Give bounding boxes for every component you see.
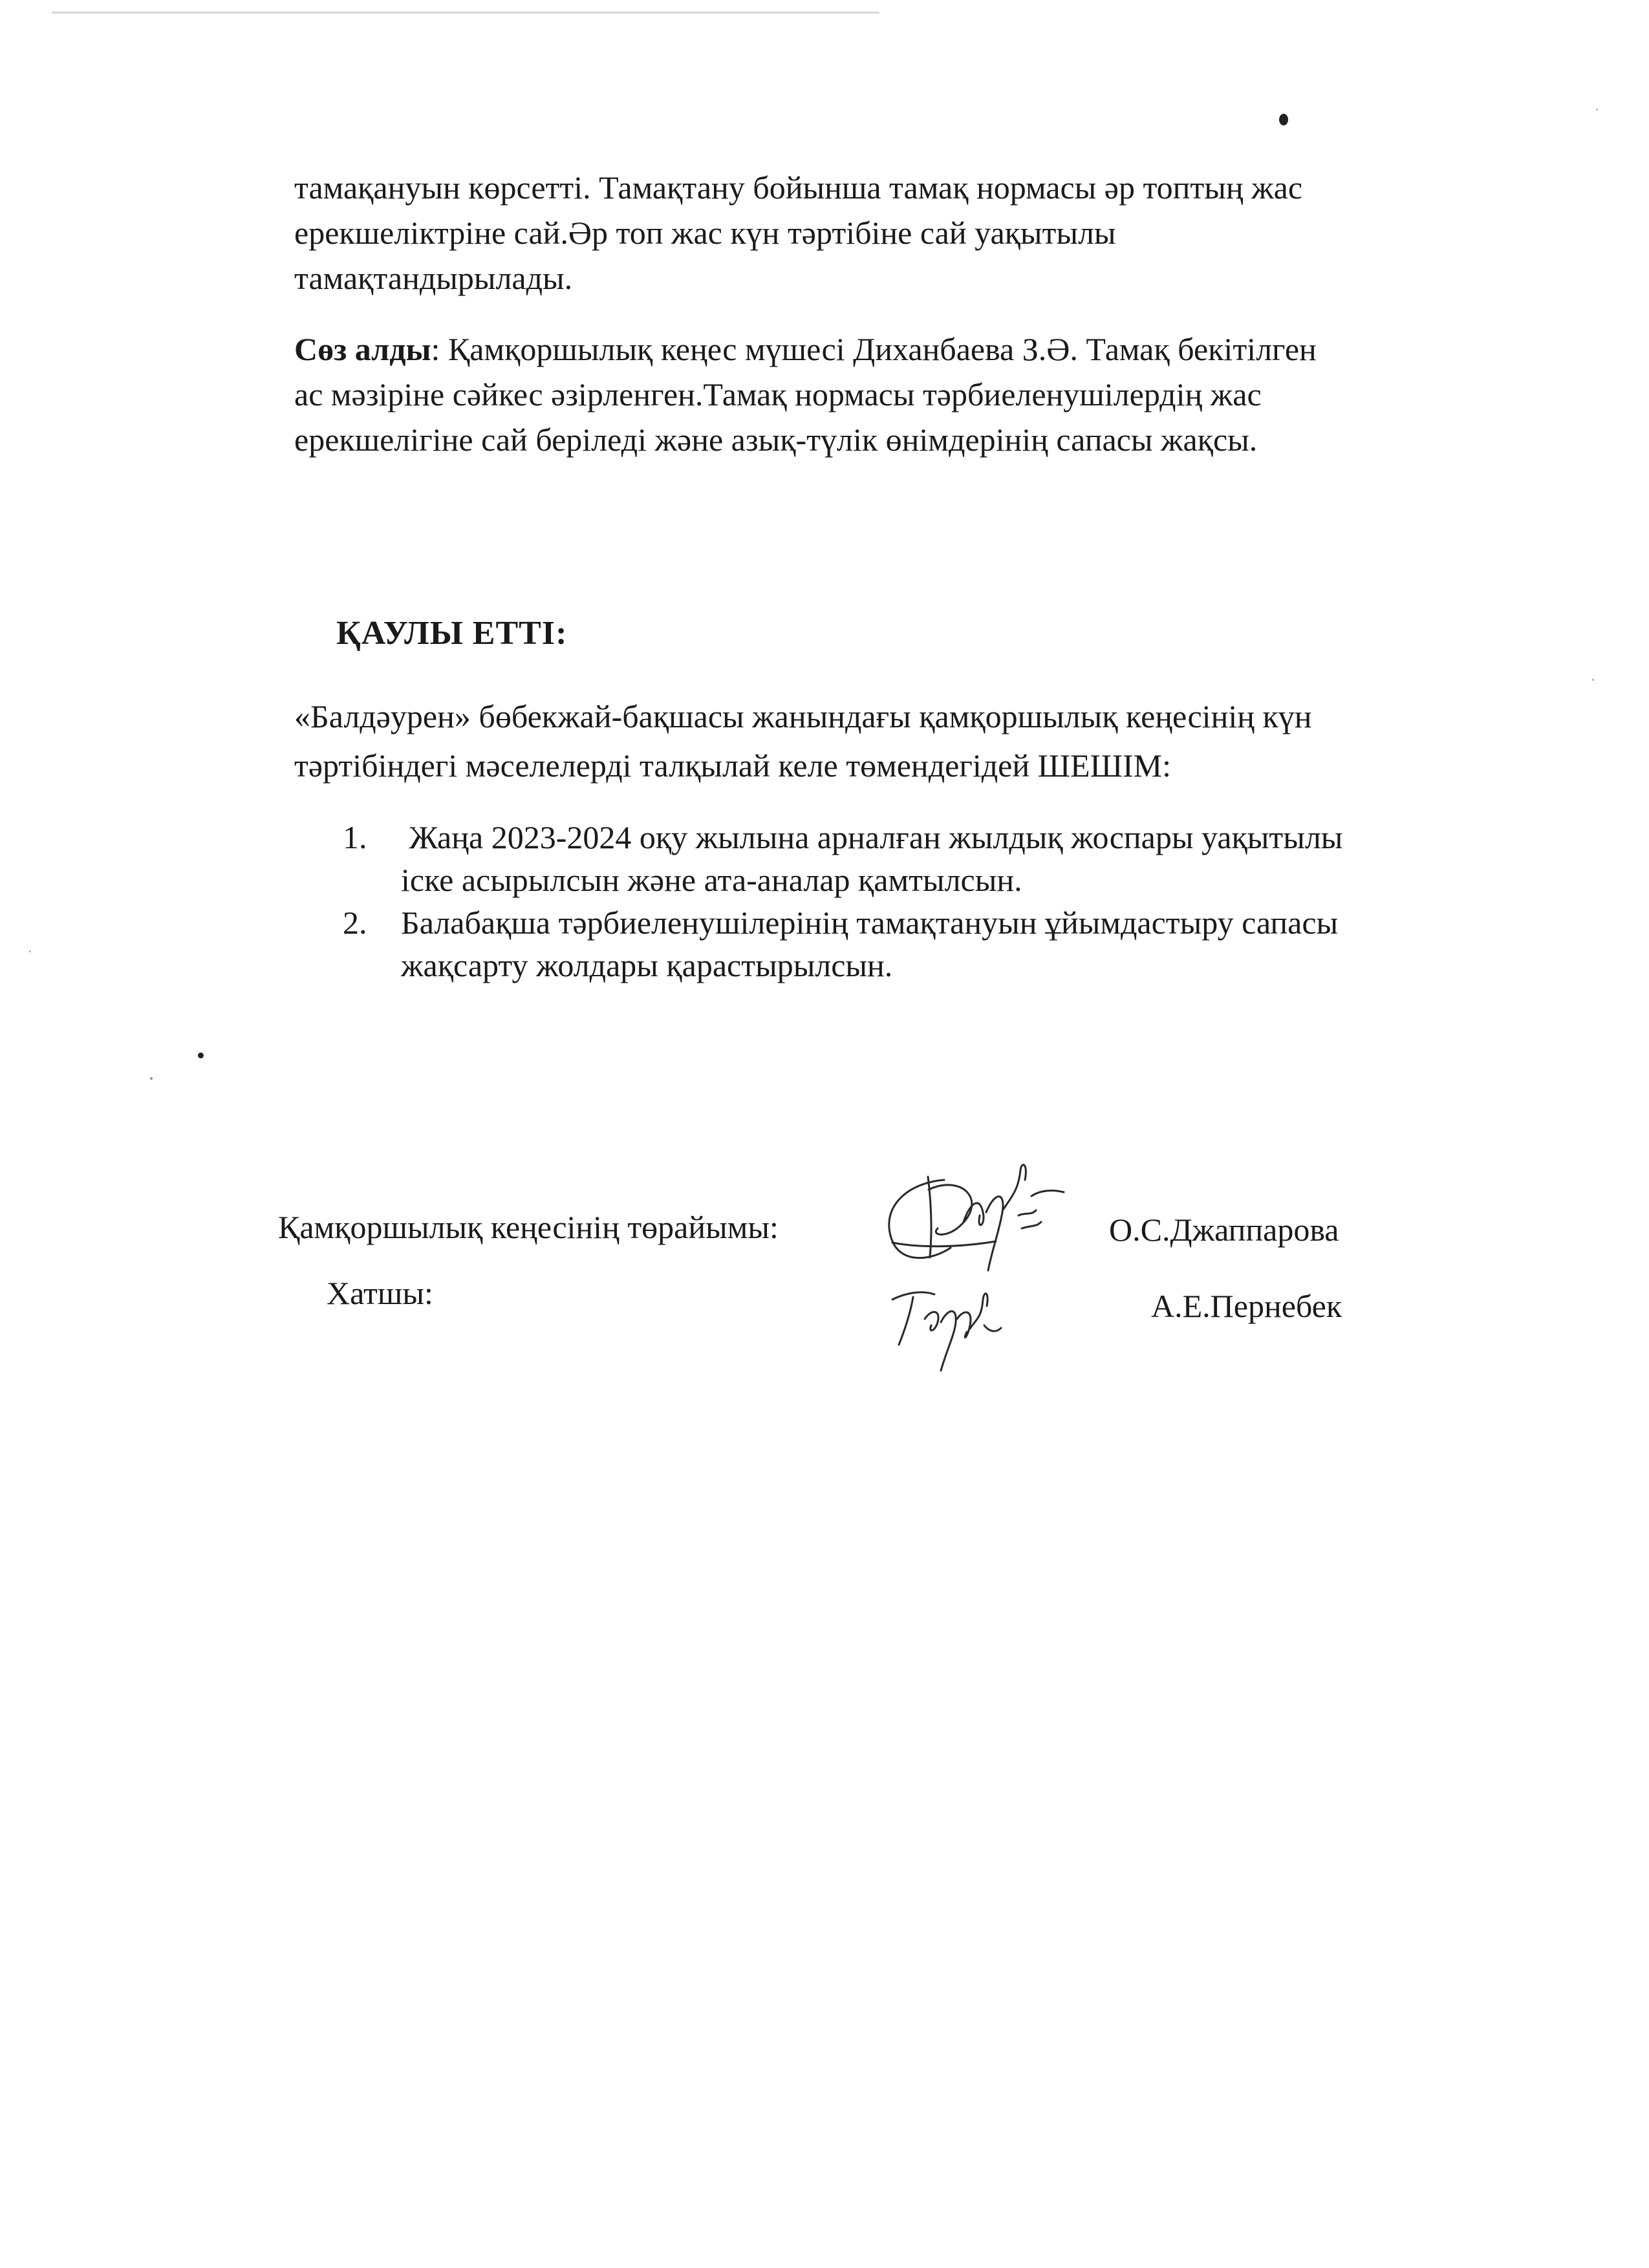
intro-line: ерекшеліктріне сай.Әр топ жас күн тәртібіне сай уақытылы (294, 215, 1116, 251)
list-item (336, 901, 1526, 987)
speech-line-rest: : Қамқоршылық кеңес мүшесі Диханбаева З.Ә. Тамақ бекітілген (431, 331, 1317, 367)
list-item-line: Балабақша тәрбиеленушілерінің тамақтануын ұйымдастыру сапасы (401, 904, 1339, 941)
secretary-signature (886, 1274, 1015, 1377)
scan-speck (150, 1077, 153, 1080)
speech-label: Сөз алды (294, 331, 431, 367)
chair-name: О.С.Джаппарова (1109, 1212, 1339, 1248)
intro-line: тамақануын көрсетті. Тамақтану бойынша тамақ нормасы әр топтың жас (294, 169, 1303, 206)
speech-line (294, 326, 1523, 372)
list-item-line: жақсарту жолдары қарастырылсын. (401, 947, 893, 983)
secretary-label: Хатшы: (327, 1275, 433, 1311)
resolution-list (336, 816, 1526, 987)
list-item-line: Жаңа 2023-2024 оқу жылына арналған жылдық жоспары уақытылы (401, 819, 1343, 855)
list-item-line: іске асырылсын және ата-аналар қамтылсын. (401, 862, 1022, 898)
scan-speck (198, 1053, 204, 1058)
resolution-intro-line: «Балдәурен» бөбекжай-бақшасы жанындағы қамқоршылық кеңесінің күн (294, 698, 1312, 734)
resolution-heading: ҚАУЛЫ ЕТТІ: (336, 615, 568, 652)
list-item (336, 816, 1526, 901)
speech-line: ерекшелігіне сай беріледі және азық-түлік өнімдерінің сапасы жақсы. (294, 422, 1258, 458)
intro-line: тамақтандырылады. (294, 260, 573, 296)
list-item-number: 2. (343, 904, 367, 941)
scan-speck (1592, 679, 1594, 681)
chair-label: Қамқоршылық кеңесінің төрайымы: (278, 1209, 779, 1245)
secretary-name: А.Е.Пернебек (1151, 1288, 1342, 1324)
resolution-intro-line: тәртібіндегі мәселелерді талқылай келе төмендегідей ШЕШІМ: (294, 747, 1172, 784)
list-item-number: 1. (343, 819, 367, 855)
chair-signature (867, 1151, 1086, 1280)
scan-speck (29, 950, 31, 952)
scan-speck (1279, 114, 1288, 125)
intro-paragraph (294, 165, 1523, 301)
speech-paragraph (294, 326, 1523, 462)
speech-line: ас мәзіріне сәйкес әзірленген.Тамақ нормасы тәрбиеленушілердің жас (294, 376, 1262, 412)
scan-speck (1596, 109, 1598, 111)
scan-edge-line (52, 12, 879, 14)
resolution-intro (294, 692, 1523, 790)
